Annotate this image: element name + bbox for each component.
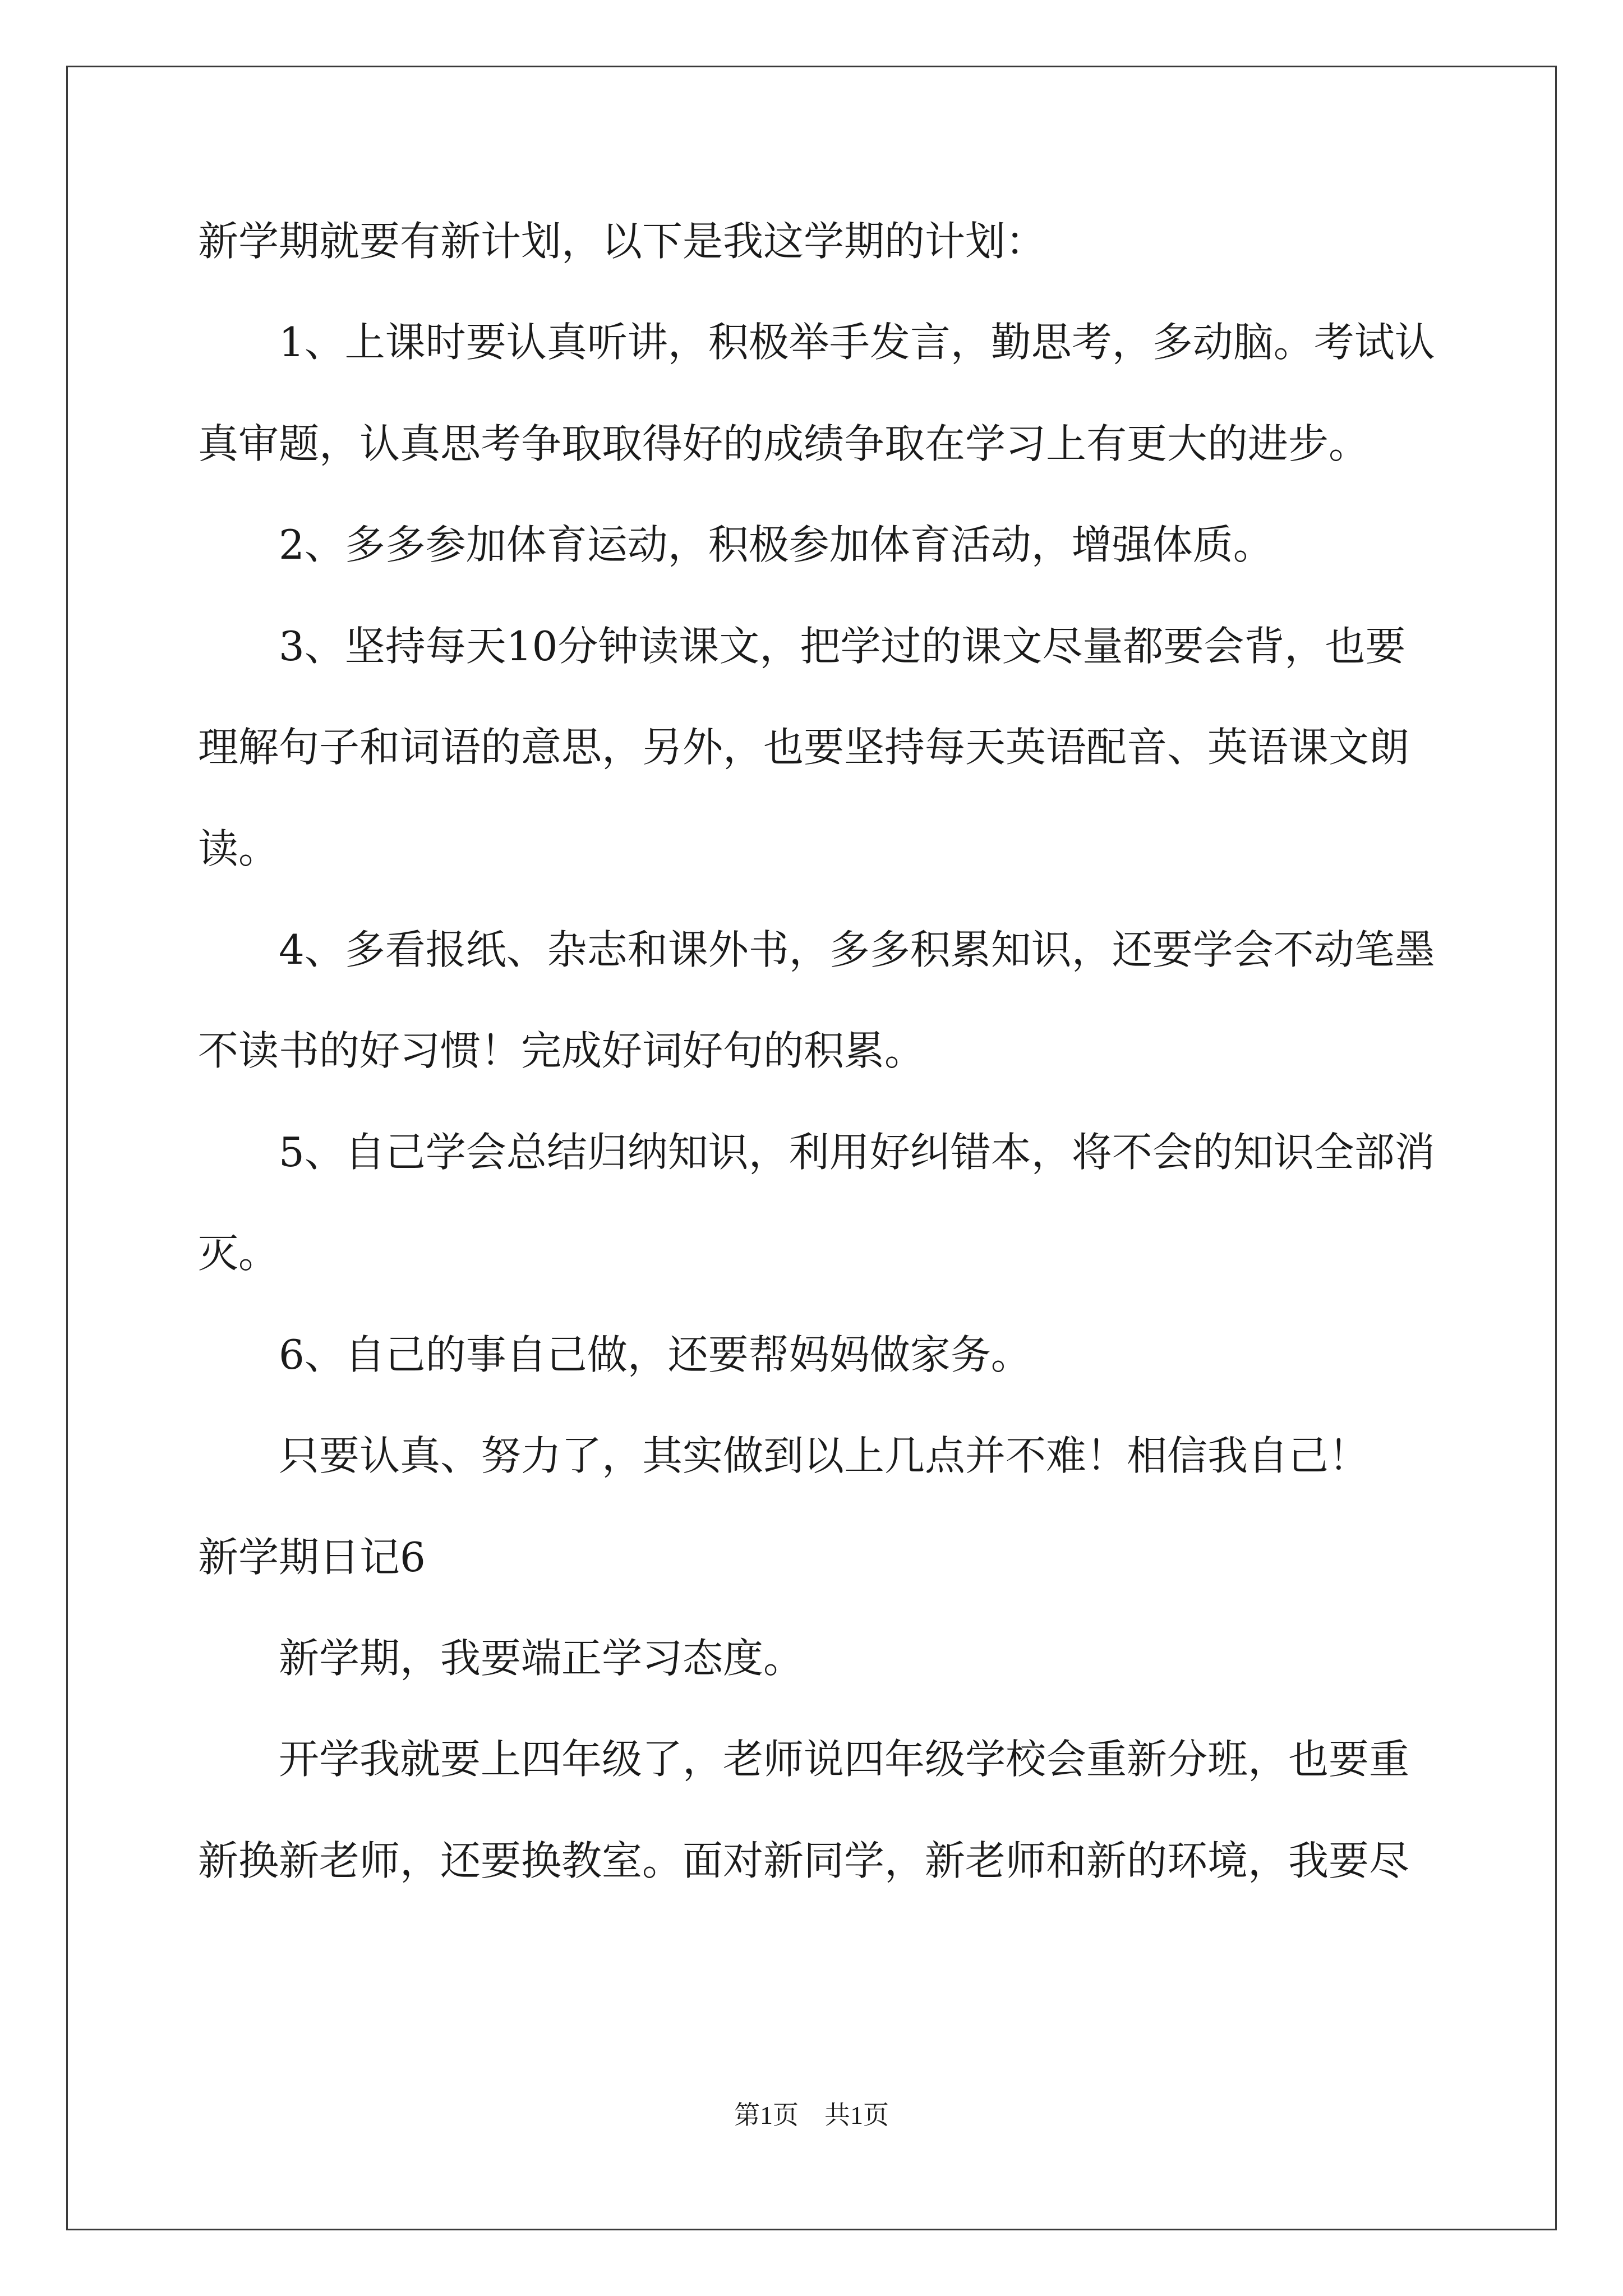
paragraph-line: 读。 xyxy=(198,825,279,872)
paragraph-line: 只要认真、努力了，其实做到以上几点并不难！相信我自己！ xyxy=(279,1432,1370,1479)
paragraph-line: 1、上课时要认真听讲，积极举手发言，勤思考，多动脑。考试认 xyxy=(279,319,1435,366)
paragraph-line: 5、自己学会总结归纳知识，利用好纠错本，将不会的知识全部消 xyxy=(279,1129,1435,1176)
paragraph-line: 3、坚持每天10分钟读课文，把学过的课文尽量都要会背，也要 xyxy=(279,623,1406,670)
section-heading: 新学期日记6 xyxy=(198,1534,426,1581)
paragraph-line: 开学我就要上四年级了，老师说四年级学校会重新分班，也要重 xyxy=(279,1736,1410,1783)
paragraph-line: 新学期，我要端正学习态度。 xyxy=(279,1635,804,1682)
paragraph-line: 不读书的好习惯！完成好词好句的积累。 xyxy=(198,1027,925,1074)
paragraph-line: 灭。 xyxy=(198,1230,279,1277)
paragraph-line: 真审题，认真思考争取取得好的成绩争取在学习上有更大的进步。 xyxy=(198,420,1370,467)
page-footer: 第1页 共1页 xyxy=(734,2101,889,2129)
paragraph-line: 理解句子和词语的意思，另外，也要坚持每天英语配音、英语课文朗 xyxy=(198,724,1410,771)
paragraph-line: 2、多多参加体育运动，积极参加体育活动，增强体质。 xyxy=(279,521,1274,568)
paragraph-line: 4、多看报纸、杂志和课外书，多多积累知识，还要学会不动笔墨 xyxy=(279,926,1435,973)
paragraph-line: 新换新老师，还要换教室。面对新同学，新老师和新的环境，我要尽 xyxy=(198,1837,1410,1884)
paragraph-line: 新学期就要有新计划，以下是我这学期的计划： xyxy=(198,218,1046,265)
paragraph-line: 6、自己的事自己做，还要帮妈妈做家务。 xyxy=(279,1331,1031,1378)
